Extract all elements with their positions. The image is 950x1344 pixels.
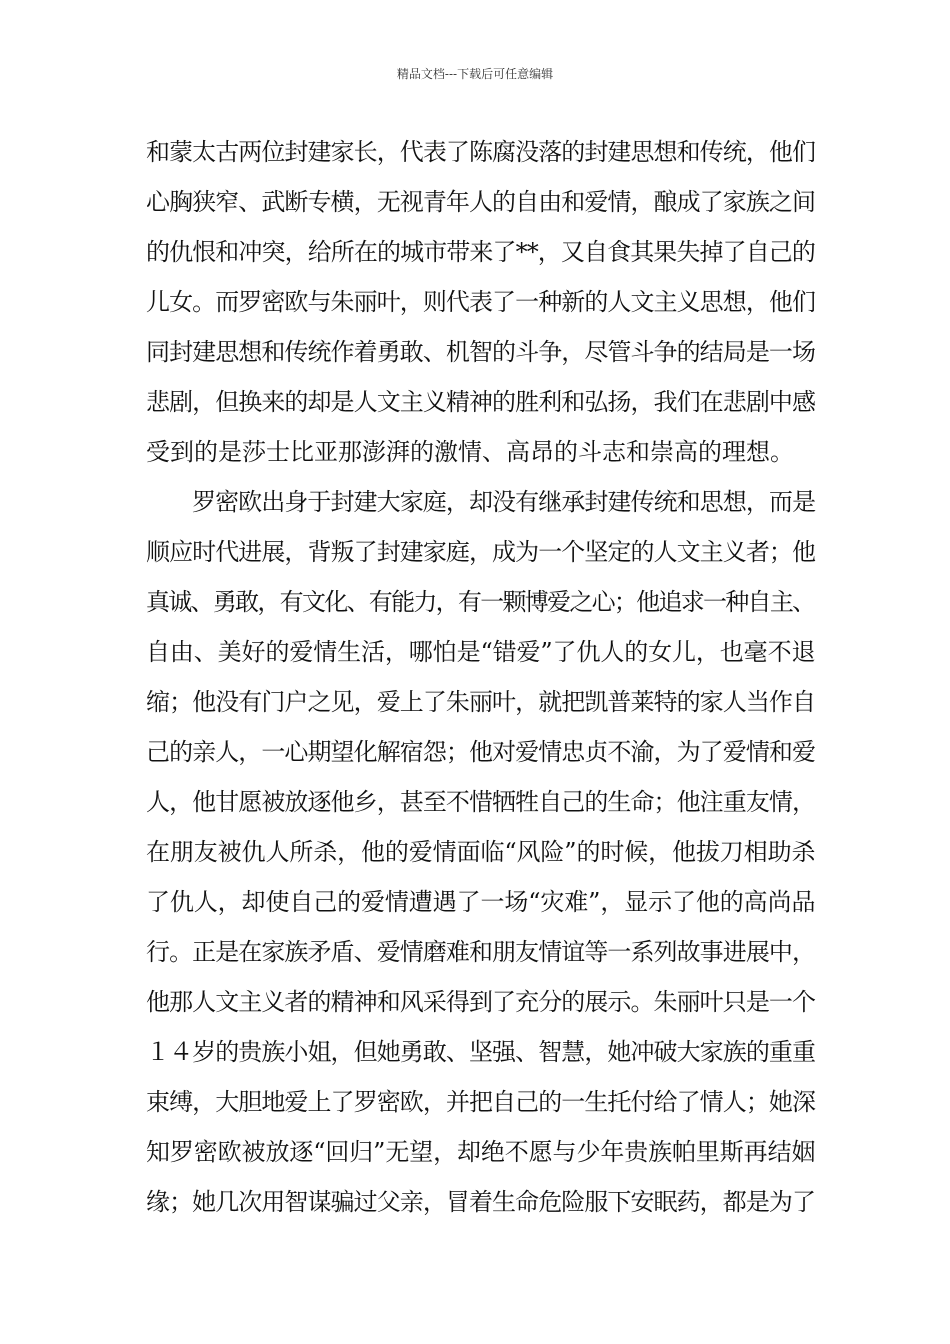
text-line: 他那人文主义者的精神和风采得到了充分的展示。朱丽叶只是一个: [146, 988, 816, 1016]
text-line: 在朋友被仇人所杀，他的爱情面临“风险”的时候，他拔刀相助杀: [146, 838, 816, 866]
text-line: 自由、美好的爱情生活，哪怕是“错爱”了仇人的女儿，也毫不退: [146, 638, 816, 666]
text-line: 束缚，大胆地爱上了罗密欧，并把自己的一生托付给了情人；她深: [146, 1088, 816, 1116]
text-line: 了仇人，却使自己的爱情遭遇了一场“灾难”，显示了他的高尚品: [146, 888, 816, 916]
text-line: 行。正是在家族矛盾、爱情磨难和朋友情谊等一系列故事进展中，: [146, 938, 816, 966]
text-line: 同封建思想和传统作着勇敢、机智的斗争，尽管斗争的结局是一场: [146, 338, 816, 366]
text-line: 的仇恨和冲突，给所在的城市带来了**，又自食其果失掉了自己的: [146, 238, 815, 266]
text-line: 顺应时代进展，背叛了封建家庭，成为一个坚定的人文主义者；他: [146, 538, 816, 566]
text-line: 缘；她几次用智谋骗过父亲，冒着生命危险服下安眠药，都是为了: [146, 1188, 816, 1216]
body-text: [146, 134, 816, 1234]
text-line: 受到的是莎士比亚那澎湃的激情、高昂的斗志和崇高的理想。: [146, 438, 794, 466]
text-line: 知罗密欧被放逐“回归”无望，却绝不愿与少年贵族帕里斯再结姻: [146, 1138, 816, 1166]
text-line: 罗密欧出身于封建大家庭，却没有继承封建传统和思想，而是: [192, 488, 816, 516]
text-line: 真诚、勇敢，有文化、有能力，有一颗博爱之心；他追求一种自主、: [146, 588, 815, 616]
text-line: 己的亲人，一心期望化解宿怨；他对爱情忠贞不渝，为了爱情和爱: [146, 738, 816, 766]
text-line: 心胸狭窄、武断专横，无视青年人的自由和爱情，酿成了家族之间: [146, 188, 816, 216]
text-line: １４岁的贵族小姐，但她勇敢、坚强、智慧，她冲破大家族的重重: [146, 1038, 816, 1066]
text-line: 人，他甘愿被放逐他乡，甚至不惜牺牲自己的生命；他注重友情，: [146, 788, 816, 816]
text-line: 儿女。而罗密欧与朱丽叶，则代表了一种新的人文主义思想，他们: [146, 288, 816, 316]
text-line: 悲剧，但换来的却是人文主义精神的胜利和弘扬，我们在悲剧中感: [146, 388, 816, 416]
running-header: 精品文档---下载后可任意编辑: [396, 67, 554, 81]
text-line: 缩；他没有门户之见，爱上了朱丽叶，就把凯普莱特的家人当作自: [146, 688, 816, 716]
text-line: 和蒙太古两位封建家长，代表了陈腐没落的封建思想和传统，他们: [146, 138, 816, 166]
